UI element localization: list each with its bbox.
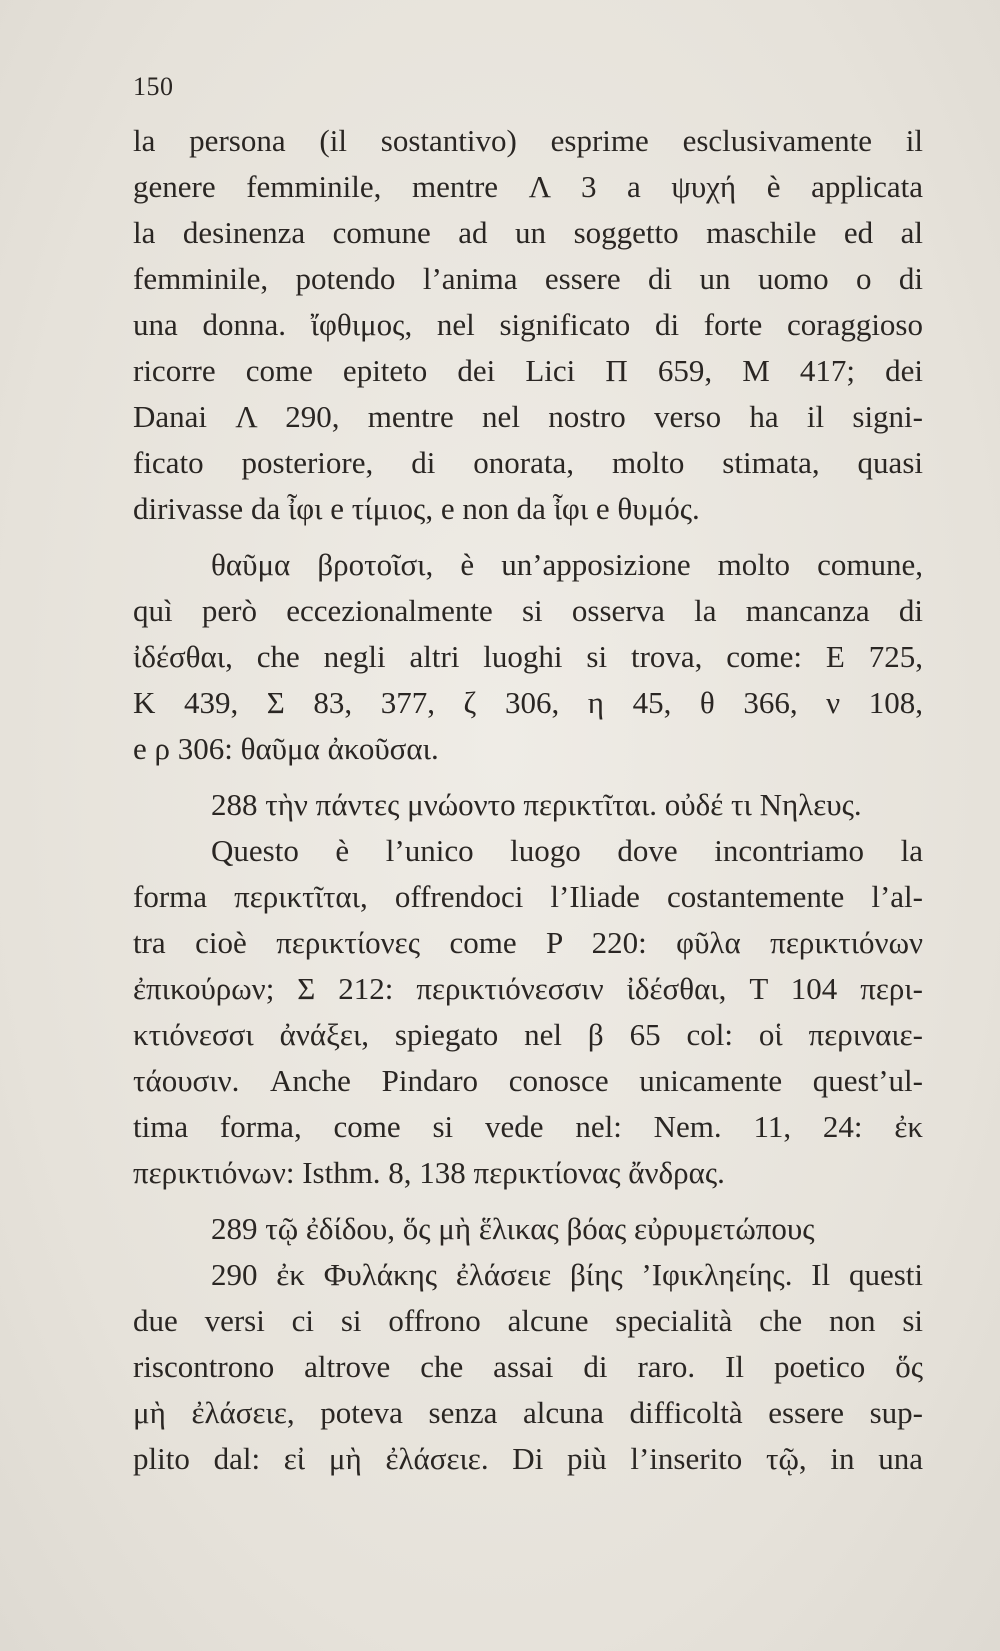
text-line: dirivasse da ἶφι e τίμιος, e non da ἶφι e θυμός.	[133, 491, 700, 526]
text-line: forma περικτῖται, offrendoci l’Iliade costantemente l’al-	[133, 879, 923, 914]
text-line: quì però eccezionalmente si osserva la mancanza di	[133, 593, 923, 628]
text-line: K 439, Σ 83, 377, ζ 306, η 45, θ 366, ν 108,	[133, 685, 923, 720]
text-line: ficato posteriore, di onorata, molto stimata, quasi	[133, 445, 923, 480]
text-line: ricorre come epiteto dei Lici Π 659, M 417; dei	[133, 353, 923, 388]
page-text	[133, 118, 923, 1482]
text-line: la persona (il sostantivo) esprime esclusivamente il	[133, 123, 923, 158]
text-line: riscontrono altrove che assai di raro. Il poetico ὅς	[133, 1349, 923, 1384]
text-line: plito dal: εἰ μὴ ἐλάσειε. Di più l’inserito τῷ, in una	[133, 1441, 923, 1476]
text-line: Danai Λ 290, mentre nel nostro verso ha il signi-	[133, 399, 923, 434]
text-line: tra cioè περικτίονες come P 220: φῦλα περικτιόνων	[133, 925, 923, 960]
text-line: ἐπικούρων; Σ 212: περικτιόνεσσιν ἰδέσθαι, T 104 περι-	[133, 971, 923, 1006]
text-line: tima forma, come si vede nel: Nem. 11, 24: ἐκ	[133, 1109, 923, 1144]
text-line: genere femminile, mentre Λ 3 a ψυχή è applicata	[133, 169, 923, 204]
text-line: θαῦμα βροτοῖσι, è un’apposizione molto comune,	[211, 547, 923, 582]
text-line: τάουσιν. Anche Pindaro conosce unicamente quest’ul-	[133, 1063, 923, 1098]
text-line: due versi ci si offrono alcune specialità che non si	[133, 1303, 923, 1338]
text-line: una donna. ἴφθιμος, nel significato di forte coraggioso	[133, 307, 923, 342]
text-line: femminile, potendo l’anima essere di un uomo o di	[133, 261, 923, 296]
text-line: περικτιόνων: Isthm. 8, 138 περικτίονας ἄνδρας.	[133, 1155, 725, 1190]
text-line: κτιόνεσσι ἀνάξει, spiegato nel β 65 col: οἱ περιναιε-	[133, 1017, 923, 1052]
text-line: ἰδέσθαι, che negli altri luoghi si trova, come: E 725,	[133, 639, 923, 674]
text-line: 290 ἐκ Φυλάκης ἐλάσειε βίης ’Ιφικληείης. Il questi	[211, 1257, 923, 1292]
text-line: μὴ ἐλάσειε, poteva senza alcuna difficoltà essere sup-	[133, 1395, 923, 1430]
text-line: Questo è l’unico luogo dove incontriamo la	[211, 833, 923, 868]
text-line: e ρ 306: θαῦμα ἀκοῦσαι.	[133, 731, 439, 766]
verse-line: 289 τῷ ἐδίδου, ὅς μὴ ἕλικας βόας εὐρυμετώπους	[211, 1211, 815, 1246]
verse-line: 288 τὴν πάντες μνώοντο περικτῖται. οὐδέ τι Νηλευς.	[211, 787, 862, 822]
page-number: 150	[133, 72, 174, 101]
text-line: la desinenza comune ad un soggetto maschile ed al	[133, 215, 923, 250]
